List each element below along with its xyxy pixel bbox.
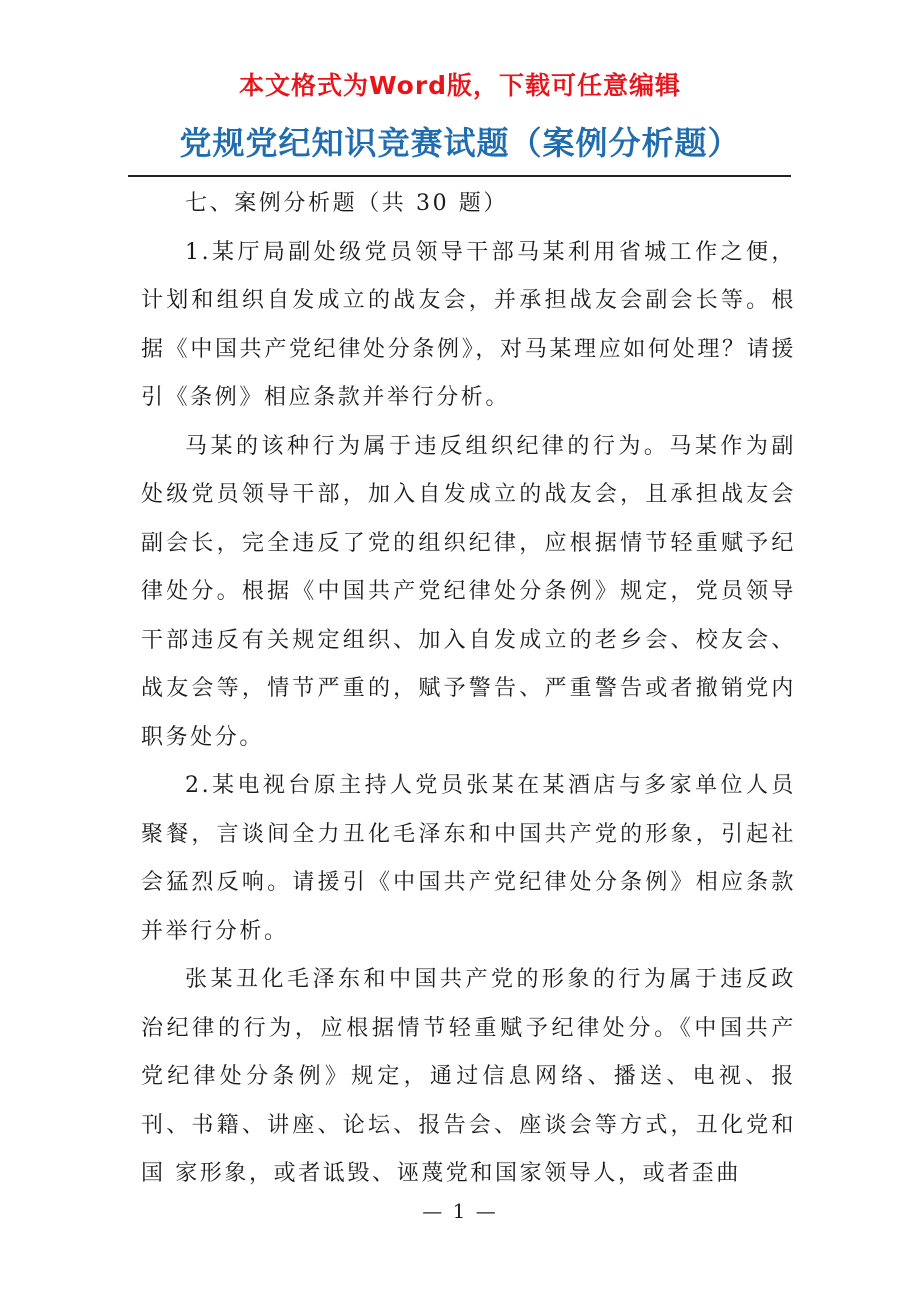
format-banner: 本文格式为Word版，下载可任意编辑 bbox=[238, 71, 682, 100]
answer-2: 张某丑化毛泽东和中国共产党的形象的行为属于违反政治纪律的行为，应根据情节轻重赋予纪律处分。《中国共产 党纪律处分条例》规定，通过信息网络、播送、电视、报刊、书籍、讲座、论坛、报告会、座谈会等方式，丑化党和国 家形象，或者诋毁、诬蔑党和国家领导人，或者歪曲 bbox=[141, 967, 796, 1186]
section-heading: 七、案例分析题（共 30 题） bbox=[185, 191, 508, 216]
document-body bbox=[141, 180, 796, 1199]
question-1: 1.某厅局副处级党员领导干部马某利用省城工作之便，计划和组织自发成立的战友会，并承担战友会副会长等。根据《中国共产党纪律处分条例》，对马某理应如何处理？请援引《条例》相应条款并举行分析。 bbox=[141, 239, 796, 410]
answer-1: 马某的该种行为属于违反组织纪律的行为。马某作为副处级党员领导干部，加入自发成立的战友会，且承担战友会副会长，完全违反了党的组织纪律，应根据情节轻重赋予纪律处分。根据《中国共产党纪律处分条例》规定，党员领导干部违反有关规定组织、加入自发成立的老乡会、校友会、战友会等，情节严重的，赋予警告、严重警告或者撤销党内职务处分。 bbox=[141, 433, 796, 750]
page-number: — 1 — bbox=[422, 1199, 498, 1223]
title-divider bbox=[128, 175, 791, 177]
question-2: 2.某电视台原主持人党员张某在某酒店与多家单位人员聚餐，言谈间全力丑化毛泽东和中国共产党的形象，引起社会猛烈反响。请援引《中国共产党纪律处分条例》相应条款并举行分析。 bbox=[141, 773, 796, 944]
document-title: 党规党纪知识竞赛试题（案例分析题） bbox=[179, 124, 741, 162]
